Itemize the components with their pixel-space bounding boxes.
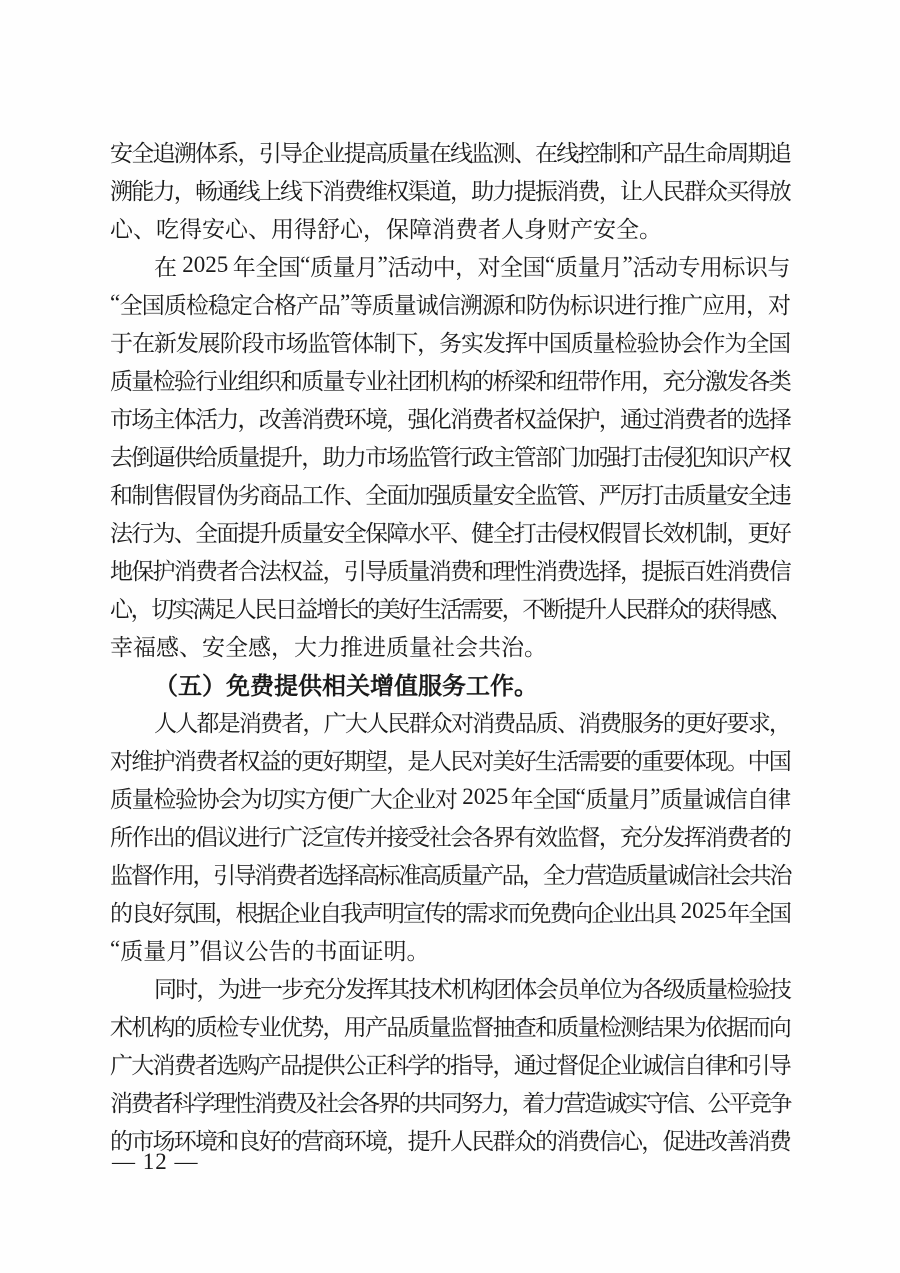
- text-line: 的 市 场 环 境 和 良 好 的 营 商 环 境 ， 提 升 人 民 群 众 的 消 费 信 心 ， 促 进 改 善 消 费: [110, 1128, 792, 1154]
- text-line: 法 行 为 、 全 面 提 升 质 量 安 全 保 障 水 平 、 健 全 打 击 侵 权 假 冒 长 效 机 制 ， 更 好: [110, 520, 792, 546]
- text-line: 术 机 构 的 质 检 专 业 优 势 ， 用 产 品 质 量 监 督 抽 查 和 质 量 检 测 结 果 为 依 据 而 向: [110, 1014, 792, 1040]
- text-line: 地 保 护 消 费 者 合 法 权 益 ， 引 导 质 量 消 费 和 理 性 消 费 选 择 ， 提 振 百 姓 消 费 信: [110, 558, 792, 584]
- text-line: 的 良 好 氛 围 ， 根 据 企 业 自 我 声 明 宣 传 的 需 求 而 免 费 向 企 业 出 具 2025 年 全 国: [110, 898, 793, 926]
- section-heading: （ 五 ） 免 费 提 供 相 关 增 值 服 务 工 作 。: [154, 672, 538, 700]
- text-line: 幸 福 感 、 安 全 感 ， 大 力 推 进 质 量 社 会 共 治 。: [110, 634, 547, 660]
- text-line: 消 费 者 科 学 理 性 消 费 及 社 会 各 界 的 共 同 努 力 ， 着 力 营 造 诚 实 守 信 、 公 平 竞 争: [110, 1090, 793, 1116]
- text-line: 监 督 作 用 ， 引 导 消 费 者 选 择 高 标 准 高 质 量 产 品 ， 全 力 营 造 质 量 诚 信 社 会 共 治: [110, 862, 793, 888]
- text-line: 质 量 检 验 行 业 组 织 和 质 量 专 业 社 团 机 构 的 桥 梁 和 纽 带 作 用 ， 充 分 激 发 各 类: [110, 368, 792, 394]
- document-body: [110, 132, 793, 1158]
- text-line: “ 全 国 质 检 稳 定 合 格 产 品 ” 等 质 量 诚 信 溯 源 和 防 伪 标 识 进 行 推 广 应 用 ， 对: [110, 290, 792, 318]
- page-number: — 12 —: [112, 1149, 199, 1174]
- text-line: 于 在 新 发 展 阶 段 市 场 监 管 体 制 下 ， 务 实 发 挥 中 国 质 量 检 验 协 会 作 为 全 国: [110, 330, 792, 356]
- text-line: 对 维 护 消 费 者 权 益 的 更 好 期 望 ， 是 人 民 对 美 好 生 活 需 要 的 重 要 体 现 。 中 国: [110, 748, 792, 774]
- text-line: 和 制 售 假 冒 伪 劣 商 品 工 作 、 全 面 加 强 质 量 安 全 监 管 、 严 厉 打 击 质 量 安 全 违: [110, 482, 792, 508]
- text-line: 质 量 检 验 协 会 为 切 实 方 便 广 大 企 业 对 2025 年 全 国 “ 质 量 月 ” 质 量 诚 信 自 律: [110, 784, 792, 812]
- text-line: 同 时 ， 为 进 一 步 充 分 发 挥 其 技 术 机 构 团 体 会 员 单 位 为 各 级 质 量 检 验 技: [154, 976, 792, 1002]
- text-line: 在 2025 年 全 国 “ 质 量 月 ” 活 动 中 ， 对 全 国 “ 质 量 月 ” 活 动 专 用 标 识 与: [154, 252, 791, 280]
- text-line: 心 、 吃 得 安 心 、 用 得 舒 心 ， 保 障 消 费 者 人 身 财 产 安 全 。: [110, 216, 662, 242]
- text-line: 心 ， 切 实 满 足 人 民 日 益 增 长 的 美 好 生 活 需 要 ， 不 断 提 升 人 民 群 众 的 获 得 感 、: [110, 596, 793, 622]
- text-line: “ 质 量 月 ” 倡 议 公 告 的 书 面 证 明 。: [110, 936, 430, 964]
- text-line: 安 全 追 溯 体 系 ， 引 导 企 业 提 高 质 量 在 线 监 测 、 在 线 控 制 和 产 品 生 命 周 期 追: [110, 140, 792, 166]
- text-line: 溯 能 力 ， 畅 通 线 上 线 下 消 费 维 权 渠 道 ， 助 力 提 振 消 费 ， 让 人 民 群 众 买 得 放: [110, 178, 792, 204]
- text-line: 广 大 消 费 者 选 购 产 品 提 供 公 正 科 学 的 指 导 ， 通 过 督 促 企 业 诚 信 自 律 和 引 导: [110, 1052, 792, 1078]
- text-line: 去 倒 逼 供 给 质 量 提 升 ， 助 力 市 场 监 管 行 政 主 管 部 门 加 强 打 击 侵 犯 知 识 产 权: [110, 444, 792, 470]
- text-line: 市 场 主 体 活 力 ， 改 善 消 费 环 境 ， 强 化 消 费 者 权 益 保 护 ， 通 过 消 费 者 的 选 择: [110, 406, 792, 432]
- text-line: 人 人 都 是 消 费 者 ， 广 大 人 民 群 众 对 消 费 品 质 、 消 费 服 务 的 更 好 要 求 ，: [154, 710, 792, 736]
- text-line: 所 作 出 的 倡 议 进 行 广 泛 宣 传 并 接 受 社 会 各 界 有 效 监 督 ， 充 分 发 挥 消 费 者 的: [110, 824, 792, 850]
